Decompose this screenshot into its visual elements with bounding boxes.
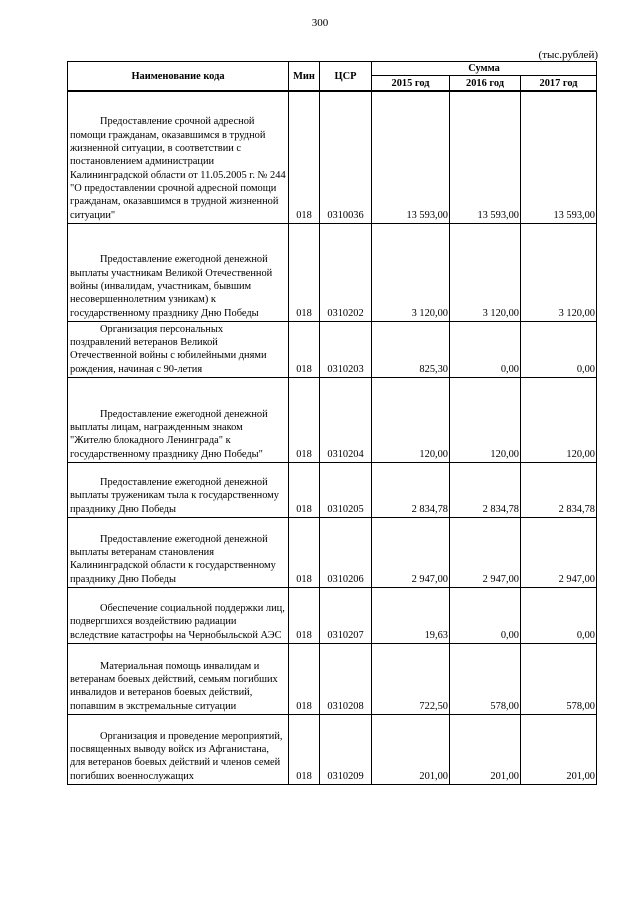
row-2016: 578,00 <box>450 643 521 714</box>
row-2015: 2 947,00 <box>372 517 450 587</box>
row-name: Организация персональных поздравлений ветеранов Великой Отечественной войны с юбилейными днями рождения, начиная с 90-летия <box>68 321 289 377</box>
row-min: 018 <box>289 377 320 462</box>
row-min: 018 <box>289 462 320 517</box>
row-2017: 3 120,00 <box>521 223 597 321</box>
row-csr: 0310204 <box>320 377 372 462</box>
row-csr: 0310202 <box>320 223 372 321</box>
budget-table <box>67 61 597 785</box>
table-row <box>68 91 597 223</box>
row-2017: 578,00 <box>521 643 597 714</box>
page-number: 300 <box>311 17 329 29</box>
row-min: 018 <box>289 223 320 321</box>
table-row <box>68 223 597 321</box>
row-2017: 201,00 <box>521 714 597 784</box>
row-2015: 3 120,00 <box>372 223 450 321</box>
table-row <box>68 321 597 377</box>
row-2016: 13 593,00 <box>450 91 521 223</box>
units-label: (тыс.рублей) <box>538 49 598 61</box>
row-name: Предоставление ежегодной денежной выплаты труженикам тыла к государственному празднику Дню Победы <box>68 462 289 517</box>
header-2015: 2015 год <box>372 76 450 92</box>
row-2017: 2 834,78 <box>521 462 597 517</box>
header-2017: 2017 год <box>521 76 597 92</box>
row-csr: 0310036 <box>320 91 372 223</box>
row-2016: 2 947,00 <box>450 517 521 587</box>
row-name: Предоставление ежегодной денежной выплаты лицам, награжденным знаком "Жителю блокадного Ленинграда" к государственному празднику Дню Победы" <box>68 377 289 462</box>
row-2017: 2 947,00 <box>521 517 597 587</box>
row-2016: 2 834,78 <box>450 462 521 517</box>
header-name: Наименование кода <box>68 62 289 92</box>
row-csr: 0310206 <box>320 517 372 587</box>
row-csr: 0310205 <box>320 462 372 517</box>
table-row <box>68 587 597 643</box>
row-min: 018 <box>289 91 320 223</box>
row-min: 018 <box>289 587 320 643</box>
row-csr: 0310203 <box>320 321 372 377</box>
row-2015: 13 593,00 <box>372 91 450 223</box>
row-name: Предоставление ежегодной денежной выплаты ветеранам становления Калининградской области к государственному празднику Дню Победы <box>68 517 289 587</box>
header-csr: ЦСР <box>320 62 372 92</box>
row-name: Предоставление срочной адресной помощи гражданам, оказавшимся в трудной жизненной ситуации, в соответствии с постановлением администрации Калининградской области от 11.05.2005 г. № 244 "О предоставлении срочной адресной помощи гражданам, оказавшимся в трудной жизненной ситуации" <box>68 91 289 223</box>
row-name: Обеспечение социальной поддержки лиц, подвергшихся воздействию радиации вследствие катастрофы на Чернобыльской АЭС <box>68 587 289 643</box>
row-2017: 0,00 <box>521 587 597 643</box>
row-2016: 120,00 <box>450 377 521 462</box>
row-2015: 19,63 <box>372 587 450 643</box>
row-name: Материальная помощь инвалидам и ветеранам боевых действий, семьям погибших инвалидов и ветеранов боевых действий, попавшим в экстремальные ситуации <box>68 643 289 714</box>
table-row <box>68 377 597 462</box>
row-min: 018 <box>289 714 320 784</box>
row-2016: 3 120,00 <box>450 223 521 321</box>
row-name: Организация и проведение мероприятий, посвященных выводу войск из Афганистана, для ветеранов боевых действий и членов семей погибших военнослужащих <box>68 714 289 784</box>
row-2015: 825,30 <box>372 321 450 377</box>
row-2015: 722,50 <box>372 643 450 714</box>
table-row <box>68 462 597 517</box>
table-row <box>68 714 597 784</box>
row-2015: 201,00 <box>372 714 450 784</box>
row-csr: 0310209 <box>320 714 372 784</box>
row-2016: 0,00 <box>450 321 521 377</box>
row-min: 018 <box>289 321 320 377</box>
row-2015: 2 834,78 <box>372 462 450 517</box>
row-2015: 120,00 <box>372 377 450 462</box>
header-sum: Сумма <box>372 62 597 76</box>
row-min: 018 <box>289 517 320 587</box>
header-2016: 2016 год <box>450 76 521 92</box>
table-row <box>68 643 597 714</box>
row-2017: 120,00 <box>521 377 597 462</box>
row-min: 018 <box>289 643 320 714</box>
row-2017: 13 593,00 <box>521 91 597 223</box>
row-2016: 201,00 <box>450 714 521 784</box>
row-2017: 0,00 <box>521 321 597 377</box>
row-name: Предоставление ежегодной денежной выплаты участникам Великой Отечественной войны (инвалидам, участникам, бывшим несовершеннолетним узникам) к государственному празднику Дню Победы <box>68 223 289 321</box>
row-csr: 0310208 <box>320 643 372 714</box>
table-row <box>68 517 597 587</box>
row-2016: 0,00 <box>450 587 521 643</box>
row-csr: 0310207 <box>320 587 372 643</box>
header-min: Мин <box>289 62 320 92</box>
